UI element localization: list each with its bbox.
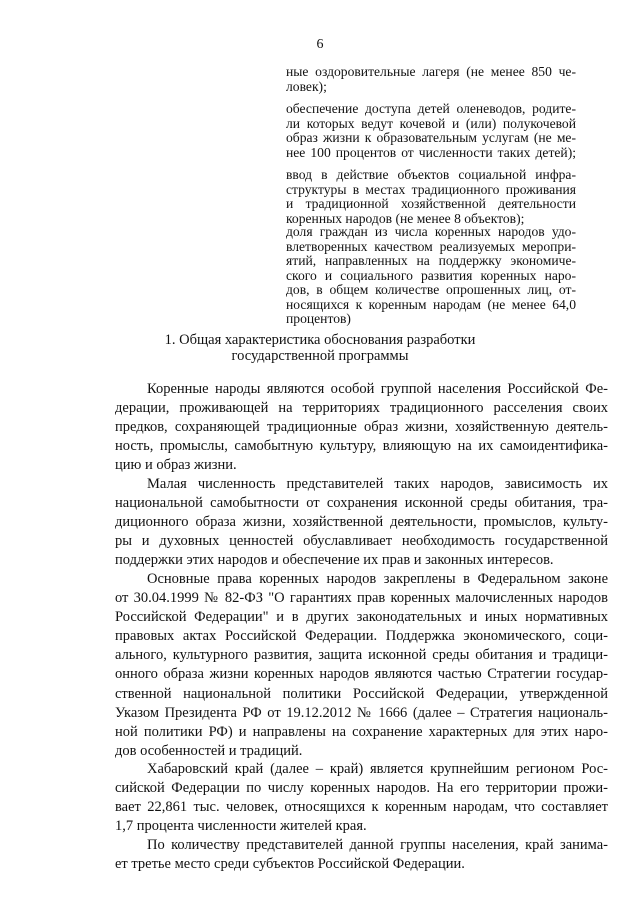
section-title-line: 1. Общая характеристика обоснования разработки bbox=[164, 332, 476, 348]
paragraph bbox=[115, 380, 608, 475]
page-number: 6 bbox=[316, 37, 324, 52]
text-line: онного образа жизни коренных народов являются частью Стратегии государ- bbox=[115, 666, 608, 683]
text-line: сийской Федерации по числу коренных народов. На его территории прожи- bbox=[115, 780, 608, 797]
text-line: вает 22,861 тыс. человек, относящихся к коренным народам, что составляет bbox=[115, 799, 608, 816]
text-line: национальной самобытности от сохранения исконной среды обитания, тра- bbox=[115, 495, 608, 512]
text-line: диционного образа жизни, хозяйственной деятельности, промыслов, культу- bbox=[115, 514, 608, 531]
paragraph bbox=[115, 570, 608, 761]
text-line: предков, сохраняющей традиционные образ жизни, хозяйственную деятель- bbox=[115, 419, 608, 436]
text-line: дов особенностей и традиций. bbox=[115, 742, 303, 759]
text-line: Малая численность представителей таких народов, зависимость их bbox=[147, 476, 608, 492]
text-line: от 30.04.1999 № 82-ФЗ "О гарантиях прав коренных малочисленных народов bbox=[115, 590, 608, 607]
text-line: ственной национальной политики Российской Федерации, утвержденной bbox=[115, 685, 608, 702]
goal-item-infrastructure bbox=[286, 168, 576, 226]
text-line: ского и социального развития коренных наро- bbox=[286, 267, 576, 283]
text-line: структуры в местах традиционного проживания bbox=[286, 181, 576, 197]
text-line: 1,7 процента численности жителей края. bbox=[115, 818, 367, 835]
paragraph-text bbox=[115, 475, 608, 570]
text-line: обеспечение доступа детей оленеводов, родите- bbox=[286, 101, 576, 116]
paragraph-text bbox=[115, 570, 608, 761]
text-line: носящихся к коренным народам (не менее 64,0 bbox=[286, 296, 576, 312]
goal-item-satisfaction-share bbox=[286, 225, 576, 327]
paragraph-text bbox=[115, 836, 608, 874]
paragraph bbox=[115, 475, 608, 570]
text-line: правовых актах Российской Федерации. Поддержка экономического, соци- bbox=[115, 628, 608, 645]
text-line: Российской Федерации" и в других законодательных и иных нормативных bbox=[115, 609, 608, 626]
text-line: Указом Президента РФ от 19.12.2012 № 1666 (далее – Стратегия националь- bbox=[115, 704, 608, 721]
text-line: цию и образ жизни. bbox=[115, 457, 237, 474]
section-title-line: государственной программы bbox=[231, 348, 409, 364]
text-line: доля граждан из числа коренных народов удо- bbox=[286, 224, 576, 239]
text-line: ность, промыслы, самобытную культуру, влияющую на их самоидентифика- bbox=[115, 438, 608, 455]
text-line: процентов) bbox=[286, 311, 351, 326]
paragraph-text bbox=[115, 380, 608, 475]
text-line: ры и духовных ценностей обуславливает необходимость государственной bbox=[115, 533, 608, 550]
text-line: Основные права коренных народов закреплены в Федеральном законе bbox=[147, 571, 608, 587]
text-line: По количеству представителей данной группы населения, край занима- bbox=[147, 837, 608, 853]
text-line: коренных народов (не менее 8 объектов); bbox=[286, 210, 525, 226]
paragraph bbox=[115, 836, 608, 874]
text-line: образ жизни к образовательным услугам (не ме- bbox=[286, 130, 576, 145]
text-line: нее 100 процентов от численности таких детей); bbox=[286, 144, 576, 160]
text-line: поддержки этих народов и обеспечение их прав и законных интересов. bbox=[115, 552, 554, 569]
goal-item-education-access bbox=[286, 102, 576, 160]
text-line: ятий, направленных на поддержку экономиче- bbox=[286, 253, 576, 268]
text-line: Коренные народы являются особой группой населения Российской Фе- bbox=[147, 381, 608, 397]
text-line: Хабаровский край (далее – край) является крупнейшим регионом Рос- bbox=[147, 761, 608, 777]
goal-item-children-camps bbox=[286, 65, 576, 94]
text-line: ной политики РФ) и направлены на сохранение характерных для этих наро- bbox=[115, 723, 608, 740]
text-line: дов, в общем количестве опрошенных лиц, от- bbox=[286, 282, 576, 297]
paragraph bbox=[115, 760, 608, 836]
text-line: ли которых ведут кочевой и (или) полукочевой bbox=[286, 115, 576, 131]
text-line: влетворенных качеством реализуемых меропри- bbox=[286, 238, 576, 254]
section-title bbox=[100, 332, 540, 364]
text-line: ет третье место среди субъектов Российской Федерации. bbox=[115, 856, 465, 873]
text-line: дерации, проживающей на территориях традиционного расселения своих bbox=[115, 400, 608, 417]
text-line: ные оздоровительные лагеря (не менее 850 че- bbox=[286, 64, 576, 79]
text-line: ального, культурного развития, защита исконной среды обитания и традици- bbox=[115, 647, 608, 664]
paragraph-text bbox=[115, 760, 608, 836]
text-line: ввод в действие объектов социальной инфра- bbox=[286, 167, 576, 182]
text-line: ловек); bbox=[286, 78, 327, 94]
text-line: и традиционной хозяйственной деятельности bbox=[286, 196, 576, 211]
